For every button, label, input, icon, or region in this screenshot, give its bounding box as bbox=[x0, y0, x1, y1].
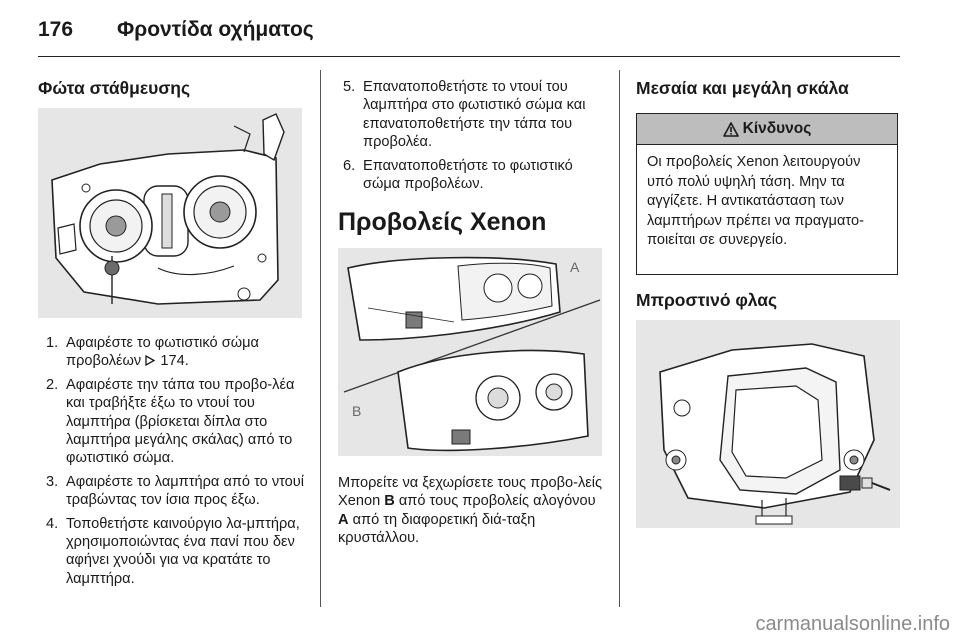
step-text: Επανατοποθετήστε το ντουί του λαμπτήρα στο φωτιστικό σώμα και επανατοποθετήστε την τάπα του προβολέα. bbox=[363, 79, 586, 151]
footer-watermark: carmanualsonline.info bbox=[755, 613, 950, 635]
xenon-description: Μπορείτε να ξεχωρίσετε τους προβο-λείς Xenon B από τους προβολείς αλογόνου A από τη διαφορετική διά-ταξη κρυστάλλου. bbox=[338, 475, 603, 547]
arrow-ref-icon bbox=[145, 355, 156, 366]
figure-front-indicator bbox=[636, 320, 900, 528]
header-rule bbox=[38, 56, 900, 57]
step-number: 3. bbox=[46, 473, 59, 490]
step-text: Αφαιρέστε την τάπα του προβο-λέα και τραβήξτε έξω το ντουί του λαμπτήρα (βρίσκεται δίπλα στο λαμπτήρα μεγάλης σκάλας) από το φωτιστικό σώμα. bbox=[66, 376, 295, 467]
list-item bbox=[343, 157, 605, 194]
danger-warning-box bbox=[636, 113, 898, 275]
warning-text: Οι προβολείς Xenon λειτουργούν υπό πολύ υψηλή τάση. Μην τα αγγίζετε. Η αντικατάσταση των λαμπτήρων πρέπει να πραγματο-ποιείται σε συνεργείο. bbox=[647, 154, 864, 248]
figure-xenon-comparison bbox=[338, 248, 602, 456]
list-item bbox=[343, 78, 605, 152]
figure-label-a: A bbox=[570, 259, 580, 275]
step-number: 4. bbox=[46, 515, 59, 532]
section-title-front-indicator: Μπροστινό φλας bbox=[636, 290, 778, 310]
figure-headlamp-rear bbox=[38, 108, 302, 318]
step-number: 1. bbox=[46, 335, 59, 351]
column-divider bbox=[320, 70, 321, 607]
warning-heading: Κίνδυνος bbox=[637, 114, 897, 145]
step-number: 5. bbox=[343, 79, 356, 95]
step-text: Επανατοποθετήστε το φωτιστικό σώμα προβολέων. bbox=[363, 157, 573, 193]
steps-list-parking bbox=[46, 334, 306, 593]
page-reference[interactable]: 174. bbox=[160, 353, 189, 370]
bold-label-b: B bbox=[384, 493, 395, 510]
step-text: Τοποθετήστε καινούργιο λα-μπτήρα, χρησιμοποιώντας ένα πανί που δεν αφήνει χνούδι για να κρατάτε το λαμπτήρα. bbox=[66, 515, 300, 587]
steps-list-continued bbox=[343, 78, 605, 198]
list-item bbox=[46, 334, 306, 371]
front-indicator-illustration bbox=[636, 320, 900, 528]
step-number: 2. bbox=[46, 376, 59, 393]
bold-label-a: A bbox=[338, 511, 349, 528]
section-title-parking-lights: Φώτα στάθμευσης bbox=[38, 78, 191, 98]
step-number: 6. bbox=[343, 157, 356, 174]
section-title-beams: Μεσαία και μεγάλη σκάλα bbox=[636, 78, 849, 98]
running-header: Φροντίδα οχήματος bbox=[117, 18, 314, 41]
section-title-xenon: Προβολείς Xenon bbox=[338, 208, 547, 236]
page-number: 176 bbox=[38, 18, 74, 41]
headlamp-rear-illustration bbox=[38, 108, 302, 318]
figure-label-b: B bbox=[352, 403, 362, 419]
step-text: Αφαιρέστε το λαμπτήρα από το ντουί τραβώντας τον ίσια προς έξω. bbox=[66, 473, 305, 509]
column-divider bbox=[619, 70, 620, 607]
warning-triangle-icon bbox=[723, 122, 739, 137]
headlamp-comparison-illustration bbox=[338, 248, 602, 456]
list-item bbox=[46, 376, 306, 468]
list-item bbox=[46, 473, 306, 510]
list-item bbox=[46, 515, 306, 589]
step-text: Αφαιρέστε το φωτιστικό σώμα προβολέων 174. bbox=[66, 335, 259, 370]
